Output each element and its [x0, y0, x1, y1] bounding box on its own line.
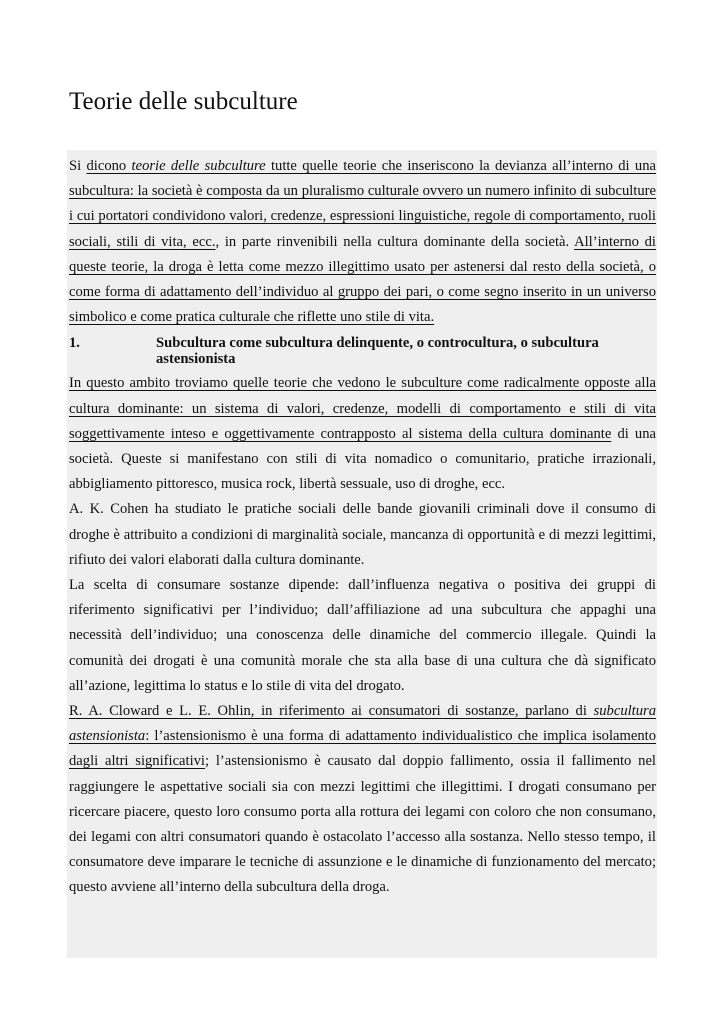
section-heading — [69, 335, 656, 367]
p4-text-4: ; l’astensionismo è causato dal doppio fallimento, ossia il fallimento nel raggiungere le aspettative sociali sia con mezzi legittimi che illegittimi. I drogati consumano per ricercare piacere, questo loro consumo porta alla rottura dei legami con coloro che non consumano, dei legami con altri consumatori quando è ostacolato l’accesso alla sostanza. Nello stesso tempo, il consumatore deve imparare le tecniche di assunzione e le dinamiche di funzionamento del mercato; questo avviene all’interno della subcultura della droga. — [69, 753, 656, 896]
section-title: Subcultura come subcultura delinquente, o controcultura, o subcultura astensionista — [156, 335, 599, 368]
intro-text-6: All’interno di queste teorie, la droga è letta come mezzo illegittimo usato per astenersi dal resto della società, o come forma di adattamento dell’individuo al gruppo dei pari, o come segno inserito in un universo simbolico e come pratica culturale che riflette uno stile di vita. — [69, 233, 656, 326]
paragraph-cohen: A. K. Cohen ha studiato le pratiche sociali delle bande giovanili criminali dove il consumo di droghe è attribuito a condizioni di marginalità sociale, mancanza di opportunità e di mezzi legittimi, rifiuto dei valori elaborati dalla cultura dominante. — [69, 501, 656, 568]
intro-paragraph — [69, 154, 656, 330]
p4-text-1: R. A. Cloward e L. E. Ohlin, in riferimento ai consumatori di sostanze, parlano di — [69, 703, 594, 720]
intro-text-4: tutte quelle teorie che inseriscono la devianza all’interno di una subcultura: la società è composta da un pluralismo culturale ovvero un numero infinito di subculture i cui portatori condividono valori, credenze, espressioni linguistiche, regole di comportamento, ruoli sociali, stili di vita, ecc. — [69, 158, 656, 250]
paragraph-cloward-ohlin — [69, 699, 656, 901]
p4-term-abstentionist-subculture: subcultura astensionista — [69, 703, 656, 745]
intro-term-subculture-theories: teorie delle subculture — [131, 158, 266, 174]
p4-text-3: : l’astensionismo è una forma di adattamento individualistico che implica isolamento dagli altri significativi — [69, 728, 656, 770]
intro-text-2: dicono — [86, 158, 132, 174]
intro-text-5: , in parte rinvenibili nella cultura dominante della società. — [215, 233, 575, 250]
paragraph-subcultures-opposed — [69, 371, 656, 497]
section-number: 1. — [69, 335, 80, 352]
p1-text-2: di una società. Queste si manifestano con stili di vita nomadico o comunitario, pratiche irrazionali, abbigliamento pittoresco, musica rock, libertà sessuale, uso di droghe, ecc. — [69, 425, 656, 493]
page-title: Teorie delle subculture — [69, 88, 298, 115]
p1-text-1: In questo ambito troviamo quelle teorie che vedono le subculture come radicalmente opposte alla cultura dominante: un sistema di valori, credenze, modelli di comportamento e stili di vita soggettivamente inteso e oggettivamente contrapposto al sistema della cultura dominante — [69, 375, 656, 442]
paragraph-choice-to-consume: La scelta di consumare sostanze dipende: dall’influenza negativa o positiva dei gruppi di riferimento significativi per l’individuo; dall’affiliazione ad una subcultura che appaghi una necessità dell’individuo; una conoscenza delle dinamiche del commercio illegale. Quindi la comunità dei drogati è una comunità morale che sta alla base di una cultura che dà significato all’azione, legittima lo status e lo stile di vita del drogato. — [69, 577, 656, 694]
document-body — [69, 154, 656, 901]
intro-text-1: Si — [69, 158, 87, 174]
